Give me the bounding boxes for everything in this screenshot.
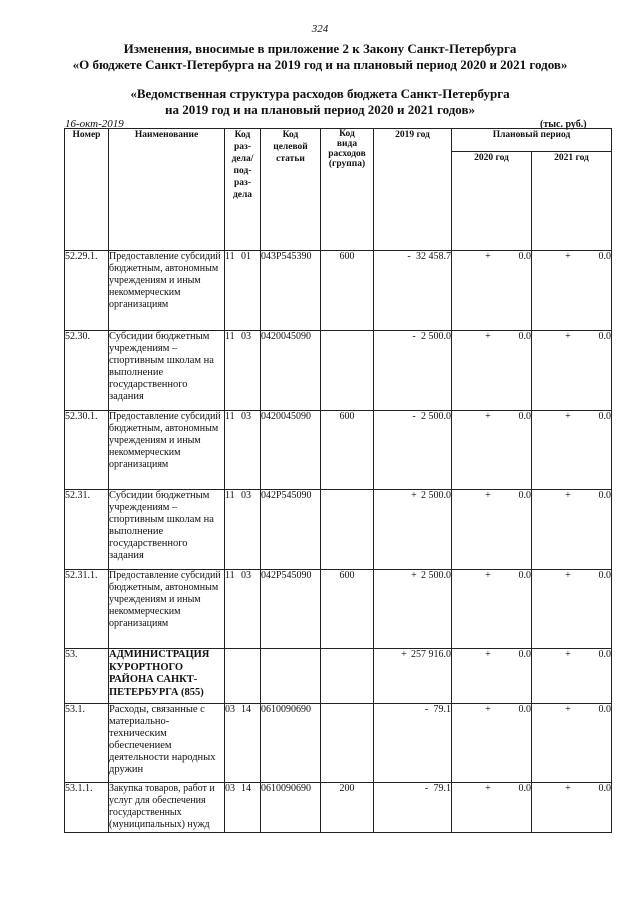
row-sign-2021: + [565,704,571,715]
header-2020: 2020 год [452,152,532,251]
row-expense-group [321,490,374,570]
row-number: 53. [65,649,109,704]
row-value-2021 [532,251,612,331]
row-amount-2019: 2 500.0 [421,490,451,501]
row-subsection-code: 03 [241,331,251,342]
row-value-2019 [374,570,452,649]
header-group-line: расходов [328,149,366,159]
header-plan-period: Плановый период [452,129,612,152]
header-section-line: Код [234,130,251,140]
table-row [65,490,612,570]
row-amount-2021: 0.0 [598,783,611,794]
row-sign-2019: - [412,411,416,422]
row-amount-2020: 0.0 [518,570,531,581]
row-number: 52.31. [65,490,109,570]
row-subsection-code: 03 [241,570,251,581]
row-section-code: 03 [225,783,235,794]
row-expense-group [321,649,374,704]
row-subsection-code: 01 [241,251,251,262]
row-value-2021 [532,331,612,411]
row-value-2021 [532,649,612,704]
row-amount-2019: 257 916.0 [411,649,451,660]
row-amount-2021: 0.0 [598,490,611,501]
row-subsection-code: 03 [241,411,251,422]
row-sign-2020: + [485,570,491,581]
row-number: 53.1. [65,704,109,783]
row-expense-group: 600 [321,411,374,490]
header-article-line: Код [282,130,299,140]
subtitle-line-1: «Ведомственная структура расходов бюджета Санкт-Петербурга [130,86,510,101]
document-title [0,41,640,73]
row-value-2019 [374,490,452,570]
row-amount-2020: 0.0 [518,251,531,262]
page-number: 324 [311,23,329,35]
header-target-article [261,129,321,251]
row-section-code: 11 [225,331,235,342]
row-amount-2019: 2 500.0 [421,331,451,342]
row-amount-2021: 0.0 [598,570,611,581]
row-sign-2019: - [424,783,429,794]
row-target-article: 0610090690 [261,704,321,783]
header-article-line: статьи [276,154,305,164]
row-sign-2019: + [411,570,417,581]
row-section [225,411,261,490]
row-number: 52.31.1. [65,570,109,649]
row-number: 52.30.1. [65,411,109,490]
row-section-code: 11 [225,490,235,501]
units-label: (тыс. руб.) [540,119,587,130]
row-value-2020 [452,649,532,704]
row-section [225,251,261,331]
document-subtitle [0,86,640,118]
row-expense-group: 200 [321,783,374,833]
row-value-2020 [452,251,532,331]
row-sign-2021: + [565,411,571,422]
row-value-2019 [374,783,452,833]
row-amount-2020: 0.0 [518,490,531,501]
table-row [65,649,612,704]
row-amount-2021: 0.0 [598,331,611,342]
table-row [65,704,612,783]
row-name: Предоставление субсидий бюджетным, автономным учреждениям и иным некоммерческим организациям [109,251,225,331]
row-sign-2020: + [485,251,491,262]
row-section [225,783,261,833]
row-target-article: 0420045090 [261,411,321,490]
row-expense-group [321,331,374,411]
row-value-2021 [532,783,612,833]
row-subsection-code: 03 [241,490,251,501]
row-name: Расходы, связанные с материально-техническим обеспечением деятельности народных дружин [109,704,225,783]
row-sign-2021: + [565,331,571,342]
row-target-article: 0610090690 [261,783,321,833]
row-sign-2020: + [485,783,491,794]
table-row [65,251,612,331]
row-value-2020 [452,411,532,490]
row-number: 53.1.1. [65,783,109,833]
header-2021: 2021 год [532,152,612,251]
table-body [65,251,612,833]
row-subsection-code: 14 [241,783,251,794]
header-group-line: (группа) [328,159,366,169]
row-expense-group: 600 [321,251,374,331]
row-value-2019 [374,649,452,704]
row-sign-2021: + [565,570,571,581]
row-amount-2021: 0.0 [598,411,611,422]
row-amount-2020: 0.0 [518,331,531,342]
row-value-2019 [374,251,452,331]
table-row [65,570,612,649]
row-name: Закупка товаров, работ и услуг для обеспечения государственных (муниципальных) нужд [109,783,225,833]
row-value-2021 [532,411,612,490]
header-section-line: раз- [233,142,251,152]
header-number: Номер [65,129,109,251]
header-article-line: целевой [273,142,308,152]
row-target-article: 042P545090 [261,490,321,570]
row-name: Предоставление субсидий бюджетным, автономным учреждениям и иным некоммерческим организациям [109,411,225,490]
row-value-2020 [452,490,532,570]
row-amount-2021: 0.0 [598,704,611,715]
row-value-2020 [452,570,532,649]
row-sign-2019: - [412,331,416,342]
row-sign-2021: + [565,783,571,794]
row-sign-2020: + [485,331,491,342]
row-amount-2020: 0.0 [518,704,531,715]
table-row [65,411,612,490]
row-section [225,704,261,783]
row-section [225,331,261,411]
row-target-article: 042P545090 [261,570,321,649]
row-target-article: 043P545390 [261,251,321,331]
row-value-2020 [452,704,532,783]
subtitle-line-2: на 2019 год и на плановый период 2020 и 2021 годов» [164,102,475,117]
row-sign-2020: + [485,704,491,715]
row-sign-2021: + [565,649,571,660]
table-row [65,783,612,833]
row-amount-2021: 0.0 [598,251,611,262]
row-name: Субсидии бюджетным учреждениям – спортивным школам на выполнение государственного задания [109,331,225,411]
row-subsection-code: 14 [241,704,251,715]
row-value-2020 [452,331,532,411]
row-sign-2019: - [407,251,411,262]
row-sign-2019: - [424,704,429,715]
row-amount-2019: 2 500.0 [421,411,451,422]
header-name: Наименование [109,129,225,251]
header-section-line: дела [232,190,253,200]
row-amount-2019: 79.1 [433,704,451,715]
row-section [225,649,261,704]
row-sign-2021: + [565,251,571,262]
row-name: Предоставление субсидий бюджетным, автономным учреждениям и иным некоммерческим организациям [109,570,225,649]
row-section-code: 11 [225,251,235,262]
row-sign-2021: + [565,490,571,501]
row-amount-2019: 2 500.0 [421,570,451,581]
row-target-article [261,649,321,704]
row-number: 52.30. [65,331,109,411]
row-expense-group [321,704,374,783]
row-expense-group: 600 [321,570,374,649]
row-amount-2020: 0.0 [518,411,531,422]
row-section-code: 11 [225,411,235,422]
row-section [225,490,261,570]
row-section [225,570,261,649]
row-name: АДМИНИСТРАЦИЯ КУРОРТНОГО РАЙОНА САНКТ-ПЕТЕРБУРГА (855) [109,649,225,704]
header-section-line: раз- [233,178,251,188]
row-value-2021 [532,570,612,649]
row-amount-2021: 0.0 [598,649,611,660]
row-amount-2019: 32 458.7 [416,251,451,262]
row-value-2020 [452,783,532,833]
row-value-2019 [374,704,452,783]
row-sign-2020: + [485,490,491,501]
row-value-2019 [374,411,452,490]
row-value-2021 [532,490,612,570]
budget-table [64,128,612,833]
document-date: 16-окт-2019 [65,118,124,130]
header-2019: 2019 год [374,129,452,251]
header-section-line: под- [233,166,252,176]
row-sign-2020: + [485,411,491,422]
row-name: Субсидии бюджетным учреждениям – спортивным школам на выполнение государственного задания [109,490,225,570]
row-value-2021 [532,704,612,783]
title-line-1: Изменения, вносимые в приложение 2 к Закону Санкт-Петербурга [123,41,517,56]
header-section [225,129,261,251]
row-sign-2019: + [411,490,417,501]
row-target-article: 0420045090 [261,331,321,411]
header-expense-group [321,129,374,251]
row-amount-2020: 0.0 [518,649,531,660]
header-group-line: вида [336,139,358,149]
row-section-code: 03 [225,704,235,715]
row-section-code: 11 [225,570,235,581]
row-sign-2020: + [485,649,491,660]
header-group-line: Код [339,129,355,139]
row-sign-2019: + [401,649,407,660]
row-amount-2020: 0.0 [518,783,531,794]
row-value-2019 [374,331,452,411]
title-line-2: «О бюджете Санкт-Петербурга на 2019 год и на плановый период 2020 и 2021 годов» [72,57,568,72]
header-section-line: дела/ [231,154,254,164]
row-number: 52.29.1. [65,251,109,331]
table-row [65,331,612,411]
row-amount-2019: 79.1 [433,783,451,794]
